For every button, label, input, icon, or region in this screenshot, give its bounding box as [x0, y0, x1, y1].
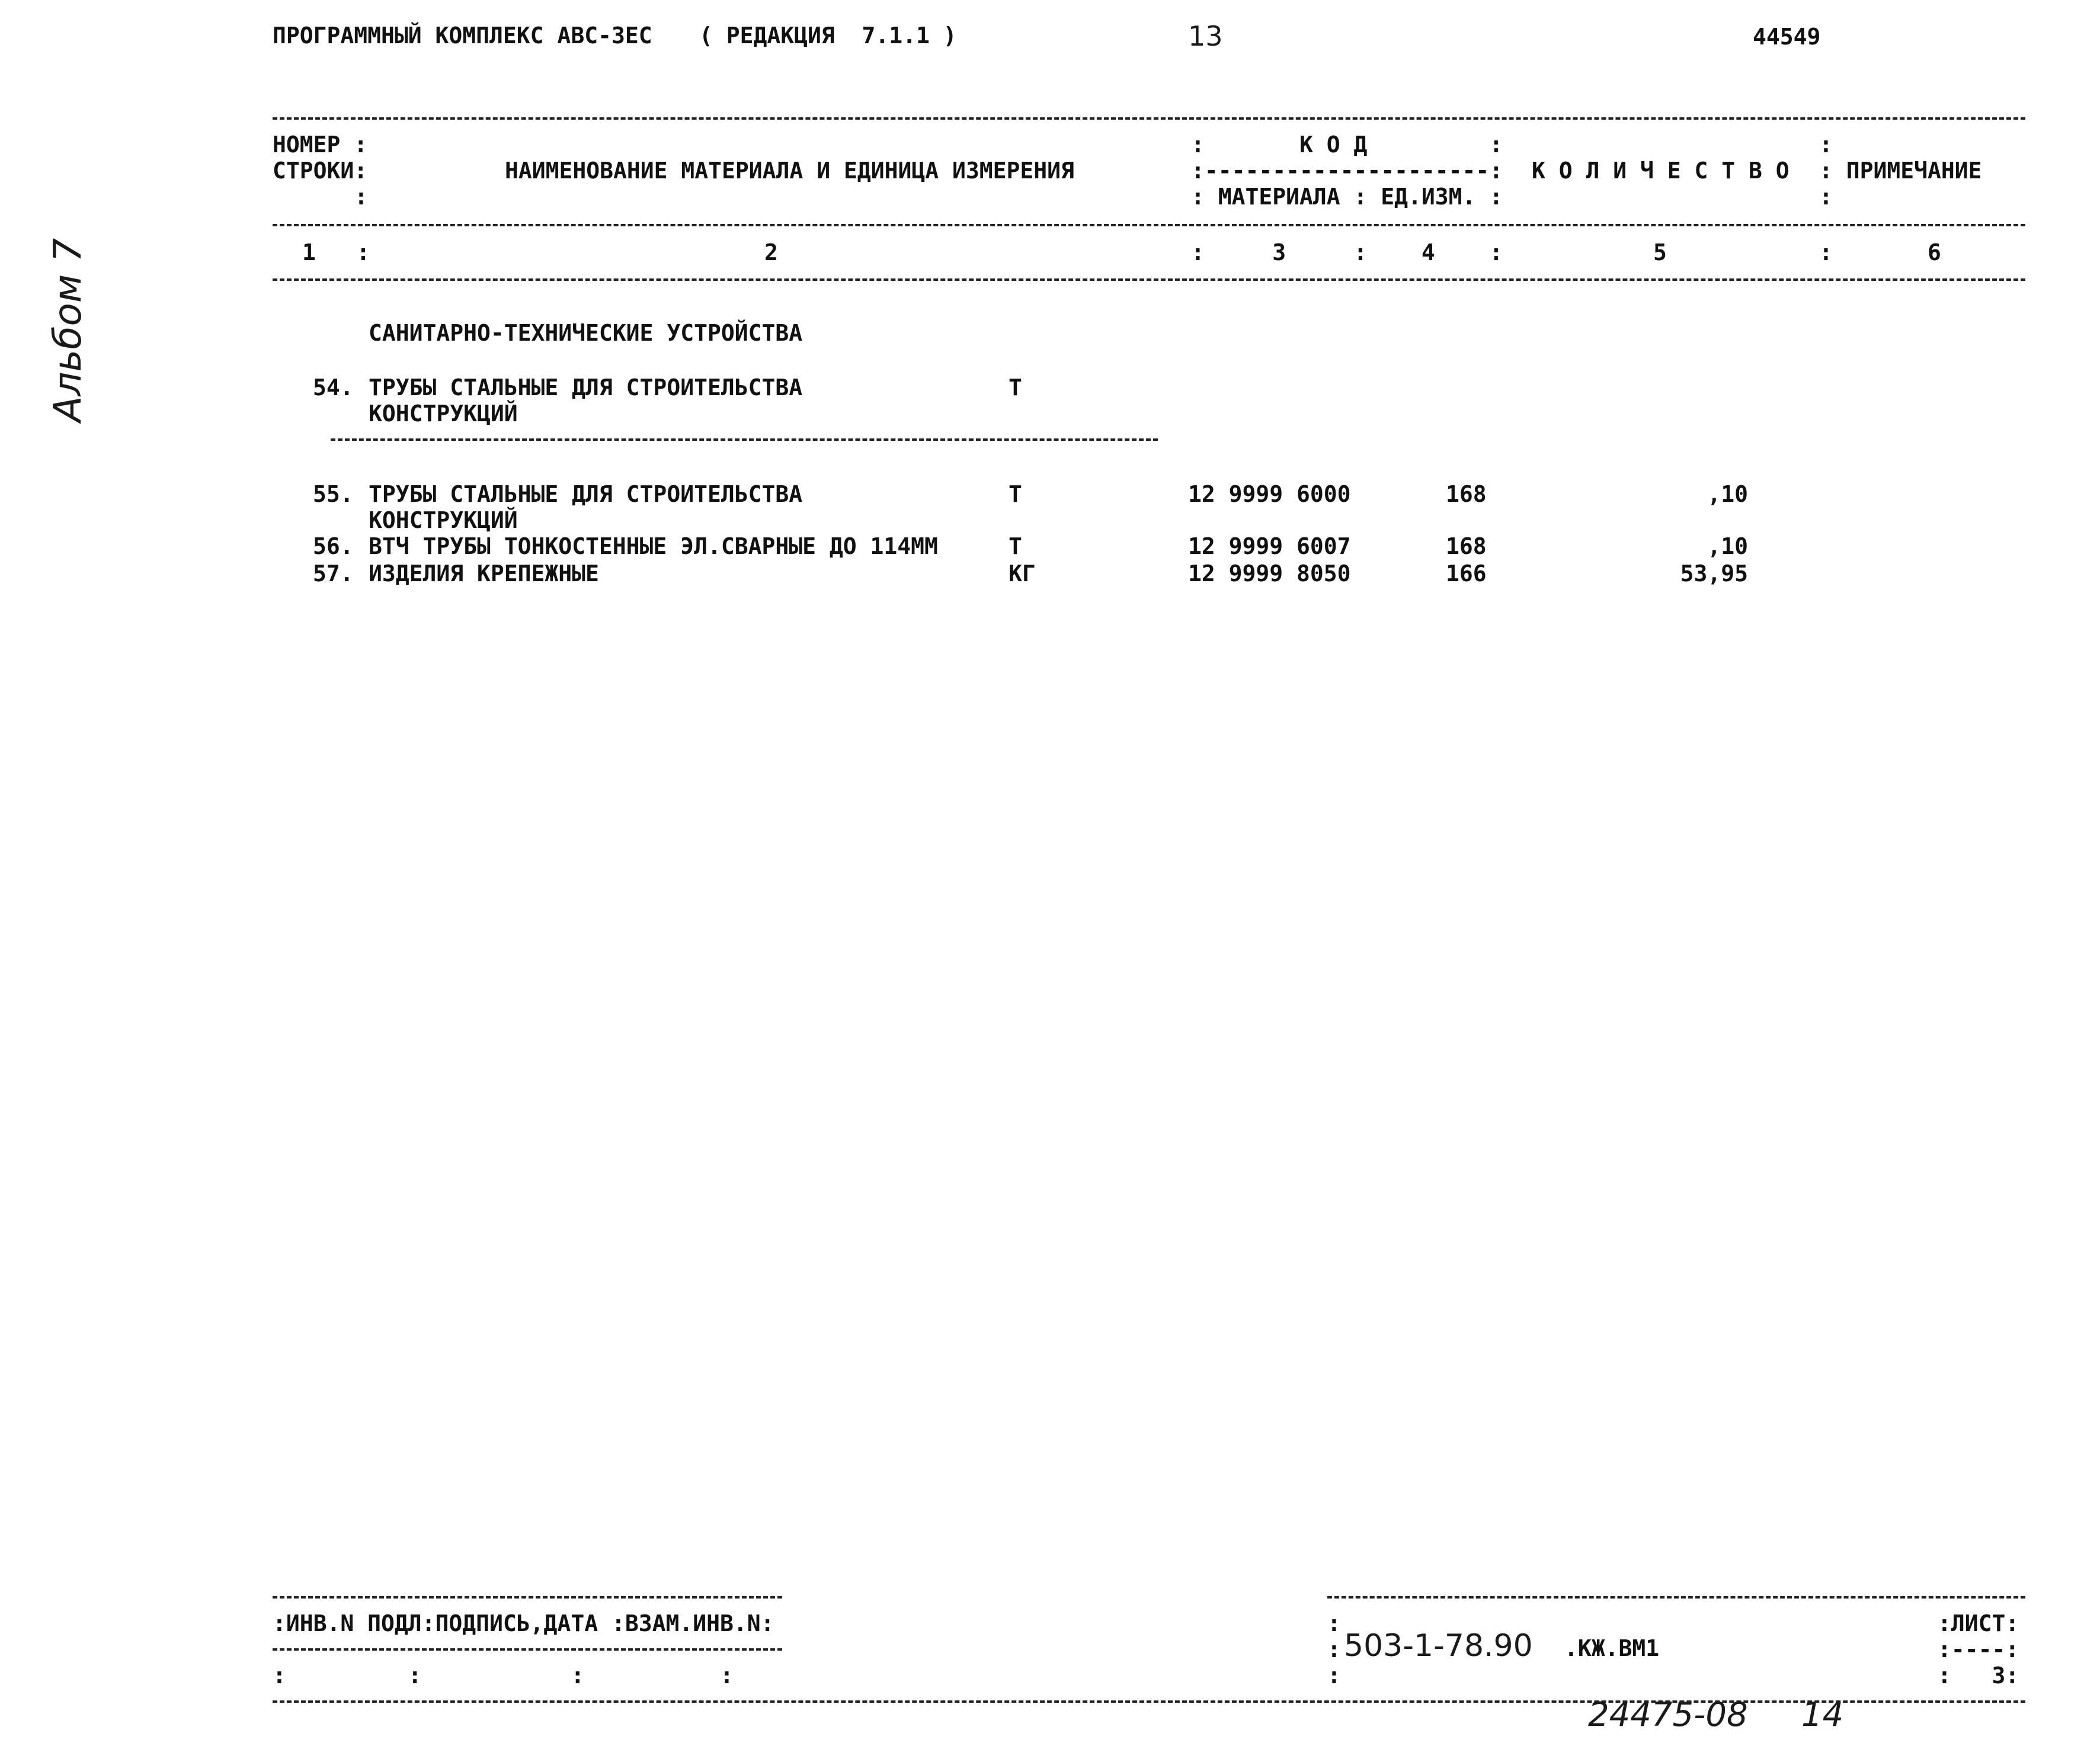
row-56-unit: Т	[1009, 533, 1022, 559]
page-number: 13	[1188, 20, 1223, 52]
quantity-header: К О Л И Ч Е С Т В О	[1532, 158, 1790, 184]
row-57-number: 57.	[313, 560, 354, 587]
stamp-cells: : : : :	[273, 1662, 734, 1689]
note-header-bottom: :	[1819, 184, 1833, 210]
sheet-number: : 3:	[1938, 1662, 2019, 1689]
row-55-quantity: ,10	[1707, 481, 1748, 507]
row-57-material-code: 12 9999 8050	[1188, 560, 1351, 587]
document-code-suffix: .КЖ.ВМ1	[1564, 1635, 1660, 1661]
album-margin-note: Альбом 7	[46, 238, 91, 422]
row-56-number: 56.	[313, 533, 354, 559]
edition-label: ( РЕДАКЦИЯ 7.1.1 )	[699, 23, 957, 49]
row-57-name: ИЗДЕЛИЯ КРЕПЕЖНЫЕ	[369, 560, 599, 587]
handwritten-page-number: 14	[1801, 1696, 1844, 1734]
row-number-header-3: :	[354, 184, 368, 210]
stamp-top-rule	[273, 1596, 782, 1599]
sheet-label: :ЛИСТ:	[1938, 1610, 2019, 1636]
row-54-number: 54.	[313, 374, 354, 401]
title-block-top-rule	[1327, 1596, 2025, 1599]
row-55-name-cont: КОНСТРУКЦИЙ	[369, 507, 518, 533]
row-number-header-1: НОМЕР :	[273, 132, 368, 158]
note-header: : ПРИМЕЧАНИЕ	[1819, 158, 1982, 184]
row-54-name-cont: КОНСТРУКЦИЙ	[369, 401, 518, 427]
row-56-material-code: 12 9999 6007	[1188, 533, 1351, 559]
row-55-material-code: 12 9999 6000	[1188, 481, 1351, 507]
stamp-header: :ИНВ.N ПОДЛ:ПОДПИСЬ,ДАТА :ВЗАМ.ИНВ.N:	[273, 1610, 774, 1636]
column-number-1: 1 :	[302, 239, 370, 265]
title-block-left-border-3: :	[1327, 1662, 1341, 1689]
column-number-2: 2	[764, 239, 778, 265]
row-55-unit: Т	[1009, 481, 1022, 507]
row-54-name: ТРУБЫ СТАЛЬНЫЕ ДЛЯ СТРОИТЕЛЬСТВА	[369, 374, 803, 401]
footer-bottom-rule	[273, 1700, 2025, 1703]
row-57-unit: КГ	[1009, 560, 1036, 587]
row-57-unit-code: 166	[1446, 560, 1487, 587]
material-name-header: НАИМЕНОВАНИЕ МАТЕРИАЛА И ЕДИНИЦА ИЗМЕРЕНИЯ	[505, 158, 1074, 184]
row-57-quantity: 53,95	[1680, 560, 1748, 587]
row-54-unit: Т	[1009, 374, 1022, 401]
row-56-name: ВТЧ ТРУБЫ ТОНКОСТЕННЫЕ ЭЛ.СВАРНЫЕ ДО 114ММ	[369, 533, 938, 559]
row-56-unit-code: 168	[1446, 533, 1487, 559]
handwritten-archive-number: 24475-08	[1588, 1696, 1748, 1734]
document-code: 503-1-78.90	[1344, 1628, 1533, 1664]
column-number-5: 5	[1653, 239, 1667, 265]
header-middle-rule	[273, 224, 2025, 226]
header-bottom-rule	[273, 278, 2025, 281]
note-header-top: :	[1819, 132, 1833, 158]
row-56-quantity: ,10	[1707, 533, 1748, 559]
title-block-left-border-2: :	[1327, 1636, 1341, 1662]
row-55-unit-code: 168	[1446, 481, 1487, 507]
sheet-separator: :----:	[1938, 1636, 2019, 1662]
row-number-header-2: СТРОКИ:	[273, 158, 368, 184]
title-block-left-border-1: :	[1327, 1610, 1341, 1636]
row-55-name: ТРУБЫ СТАЛЬНЫЕ ДЛЯ СТРОИТЕЛЬСТВА	[369, 481, 803, 507]
row-55-number: 55.	[313, 481, 354, 507]
column-number-6: : 6	[1819, 239, 1941, 265]
code-header-top: : К О Д :	[1191, 132, 1503, 158]
column-number-3-4: : 3 : 4 :	[1191, 239, 1503, 265]
code-header-bottom: : МАТЕРИАЛА : ЕД.ИЗМ. :	[1191, 184, 1503, 210]
program-title: ПРОГРАММНЫЙ КОМПЛЕКС АВС-3ЕС	[273, 23, 652, 49]
document-number: 44549	[1753, 24, 1821, 50]
stamp-middle-rule	[273, 1648, 782, 1651]
header-top-rule	[273, 117, 2025, 120]
row-54-separator	[331, 438, 1158, 441]
code-header-divider: :---------------------:	[1191, 158, 1503, 184]
section-title: САНИТАРНО-ТЕХНИЧЕСКИЕ УСТРОЙСТВА	[369, 320, 803, 346]
